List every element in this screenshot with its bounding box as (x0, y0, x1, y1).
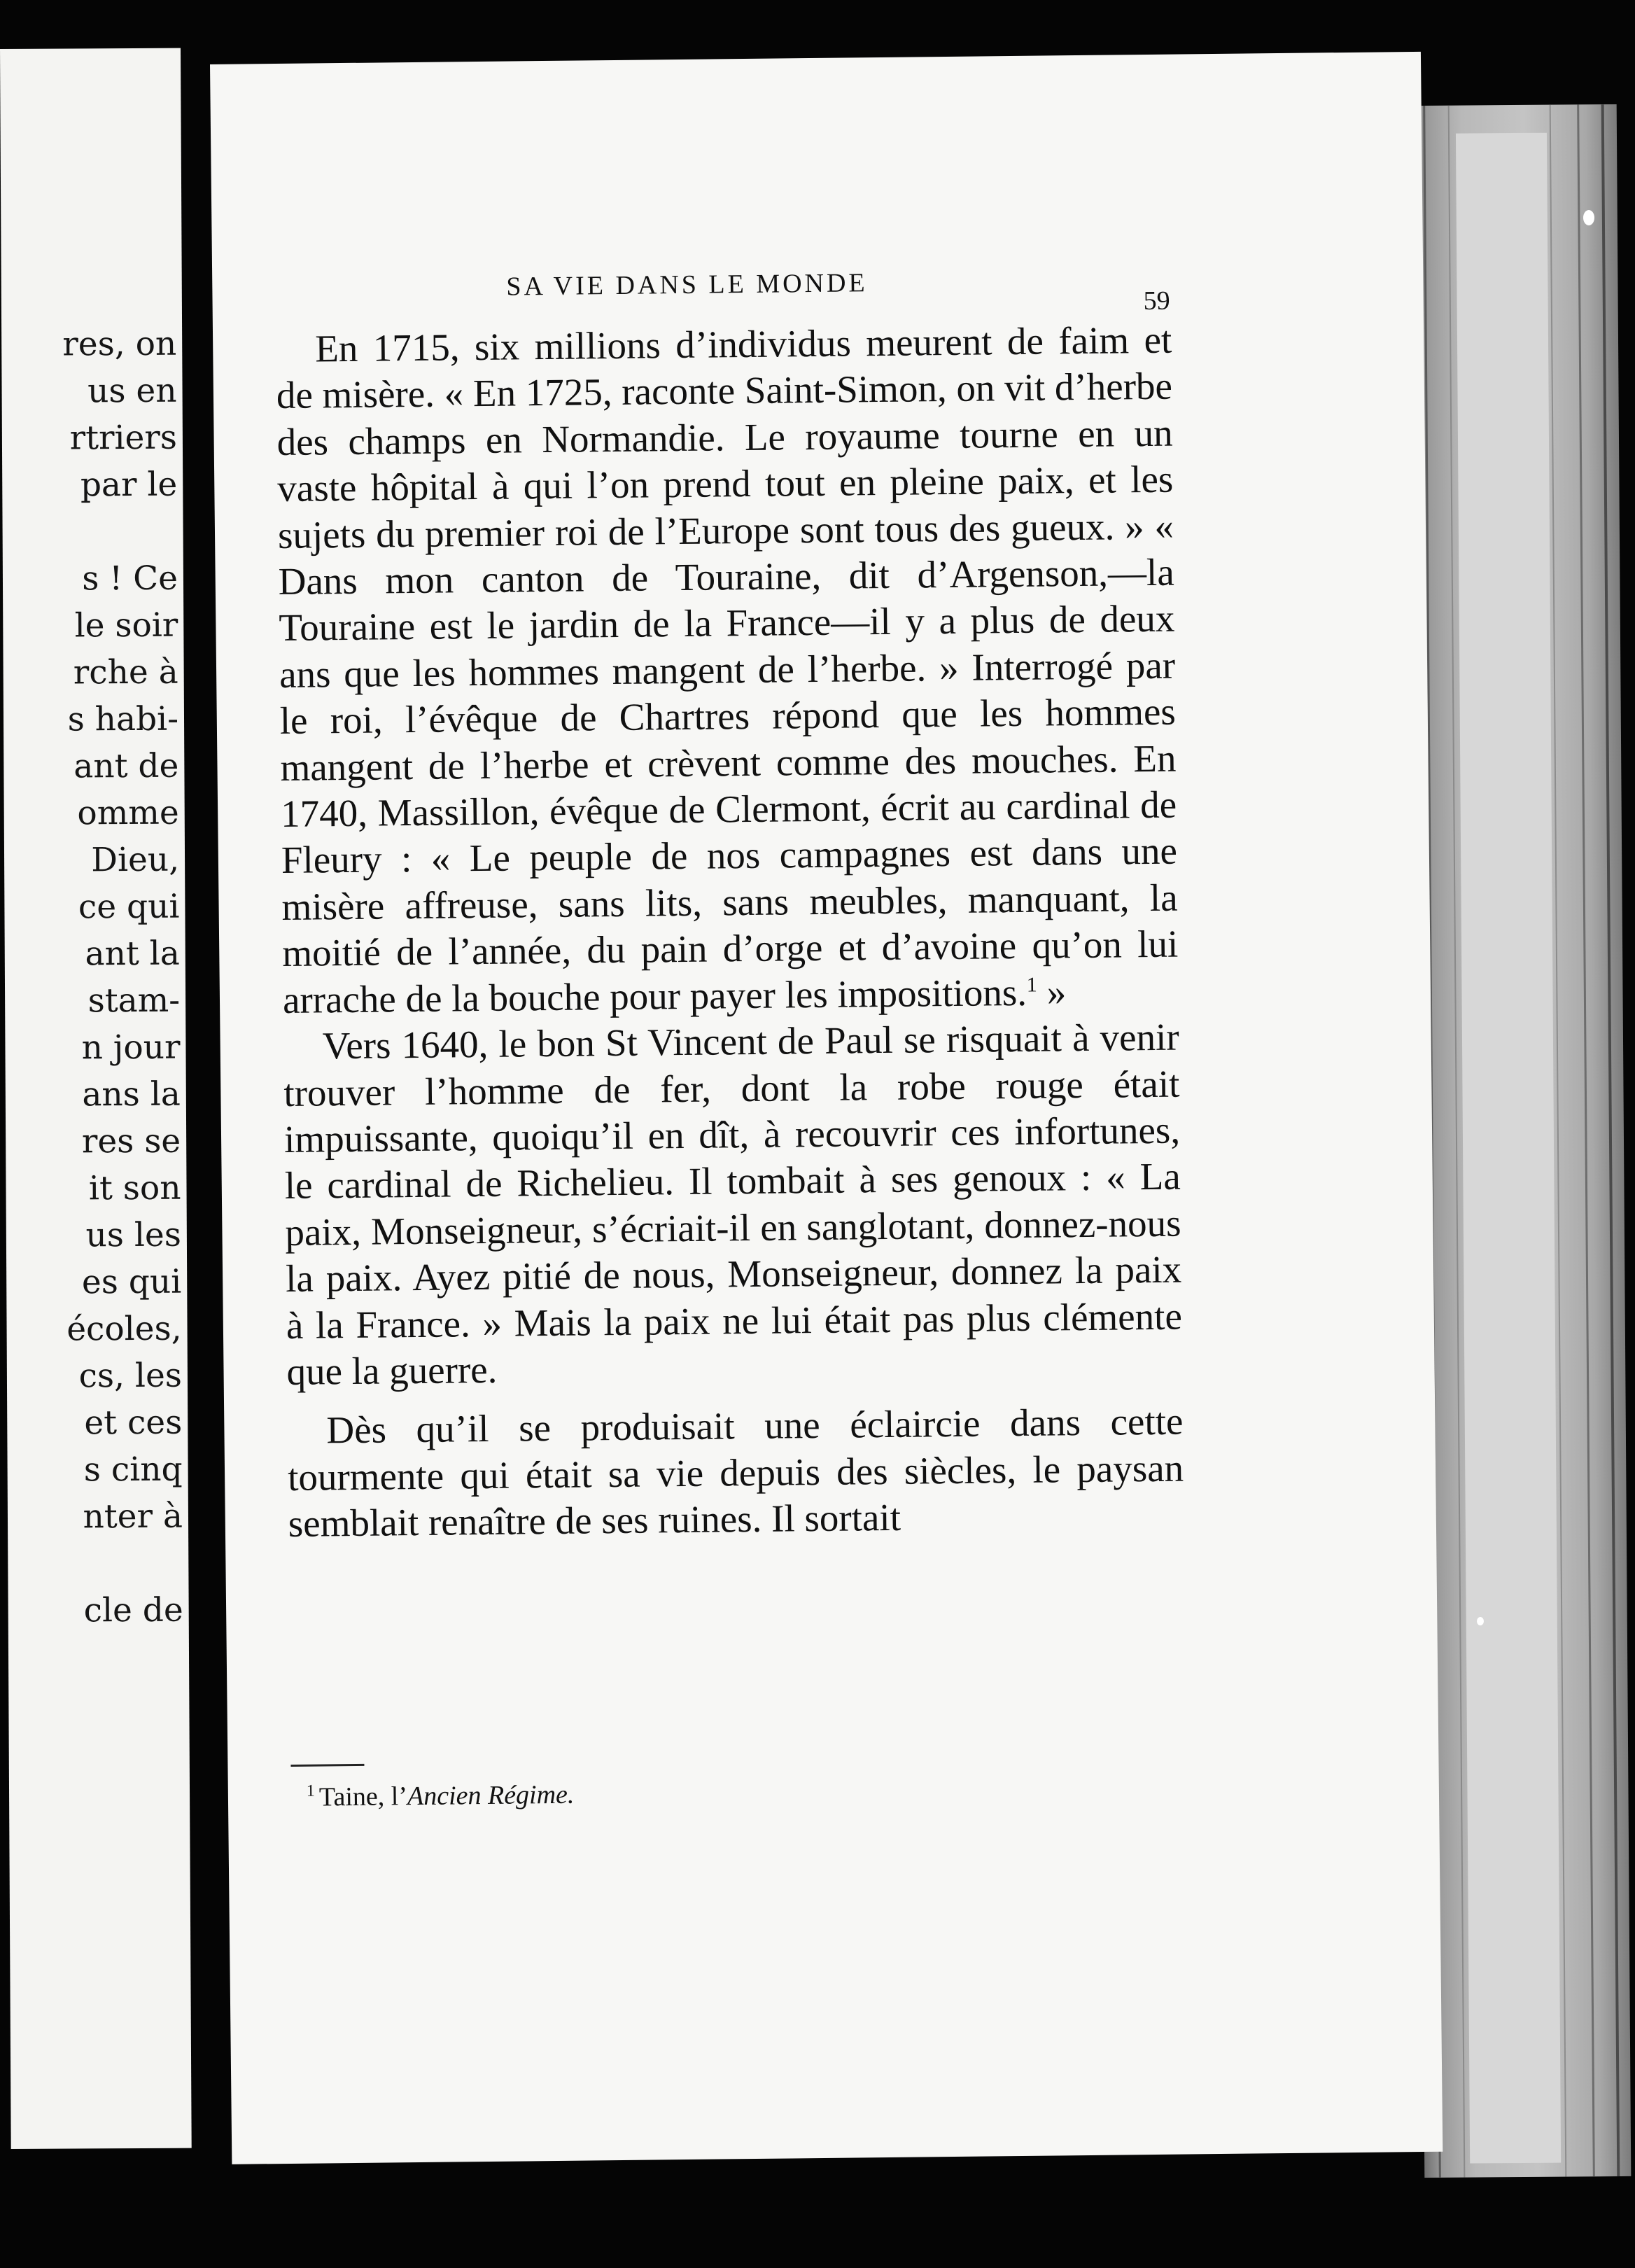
left-page-fragment: nter à (83, 1497, 183, 1536)
left-page-fragment: n jour (81, 1028, 181, 1068)
footnote-mark: 1 (306, 1782, 315, 1801)
left-page-fragment: le soir (74, 606, 178, 645)
left-page-fragment: Dieu, (91, 840, 180, 880)
left-page-fragment: s ! Ce (82, 559, 178, 598)
left-page-fragment: stam- (87, 981, 181, 1021)
scan-speck-icon (1477, 1617, 1484, 1625)
footnote-text: Taine, l’ (318, 1782, 408, 1812)
left-page-fragment: cle de (83, 1590, 183, 1630)
left-page-fragment: écoles, (66, 1309, 182, 1349)
running-head: SA VIE DANS LE MONDE (506, 268, 868, 302)
left-page-fragment: it son (88, 1168, 181, 1208)
footnote-title: Ancien Régime. (407, 1779, 575, 1812)
footnote-reference: 1 (1026, 973, 1037, 997)
right-page (210, 52, 1443, 2164)
left-page-fragment: rtriers (69, 418, 178, 458)
left-page-fragment: res, on (62, 324, 177, 364)
left-page-fragment: par le (80, 465, 178, 505)
left-page-fragment: ant la (85, 934, 180, 974)
left-page-fragment: ce qui (78, 887, 180, 927)
page-number: 59 (1143, 286, 1170, 316)
paragraph-1-tail: » (1037, 969, 1067, 1014)
paragraph-3: Dès qu’il se produisait une éclaircie dans cette tourmente qui était sa vie depuis des siècles, le paysan semblait renaître de ses ruines. Il sortait (287, 1399, 1184, 1546)
left-page-fragment: ant de (73, 746, 179, 786)
page-edge-stack (1410, 104, 1632, 2178)
left-page-fragment: es qui (81, 1262, 182, 1302)
left-page-fragment: omme (77, 793, 179, 833)
left-page-fragment: s habi- (67, 699, 179, 739)
scan-speck-icon (1583, 210, 1594, 225)
left-page-fragment: et ces (84, 1403, 183, 1443)
left-page-fragment: us les (85, 1215, 182, 1255)
page-edge-lines-icon (1410, 104, 1632, 2178)
left-page-fragment: s cinq (83, 1450, 183, 1490)
left-page-fragment: res se (81, 1121, 181, 1161)
left-page-fragment: cs, les (78, 1356, 183, 1396)
paragraph-1-text: En 1715, six millions d’individus meurent de faim et de misère. « En 1725, raconte Saint-Simon, on vit d’herbe des champs en Normandie. Le royaume tourne en un vaste hôpital à qui l’on prend tout en pleine paix, et les sujets du premier roi de l’Europe sont tous des gueux. » « Dans mon canton de Touraine, dit d’Argenson,—la Touraine est le jardin de la France—il y a plus de deux ans que les hommes mangent de l’herbe. » Interrogé par le roi, l’évêque de Chartres répond que les hommes mangent de l’herbe et crèvent comme des mouches. En 1740, Massillon, évêque de Clermont, écrit au cardinal de Fleury : « Le peuple de nos campagnes est dans une misère affreuse, sans lits, sans meubles, manquant, la moitié de l’année, du pain d’orge et d’avoine qu’on lui arrache de la bouche pour payer les impositions. (276, 318, 1179, 1021)
left-page-fragment: ans la (82, 1074, 181, 1114)
body-text (276, 317, 1184, 1548)
footnote (307, 1779, 575, 1813)
left-facing-page (0, 48, 192, 2149)
paragraph-2: Vers 1640, le bon St Vincent de Paul se risquait à venir trouver l’homme de fer, dont la robe rouge était impuissante, quoiqu’il en dît, à recouvrir ces infortunes, le cardinal de Richelieu. Il tombait à ses genoux : « La paix, Monseigneur, s’écriait-il en sanglotant, donnez-nous la paix. Ayez pitié de nous, Monseigneur, donnez la paix à la France. » Mais la paix ne lui était pas plus clémente que la guerre. (283, 1015, 1183, 1393)
left-page-fragment: rche à (73, 652, 178, 692)
paragraph-1 (276, 317, 1179, 1023)
footnote-rule (290, 1764, 364, 1767)
left-page-fragment: us en (87, 371, 177, 411)
